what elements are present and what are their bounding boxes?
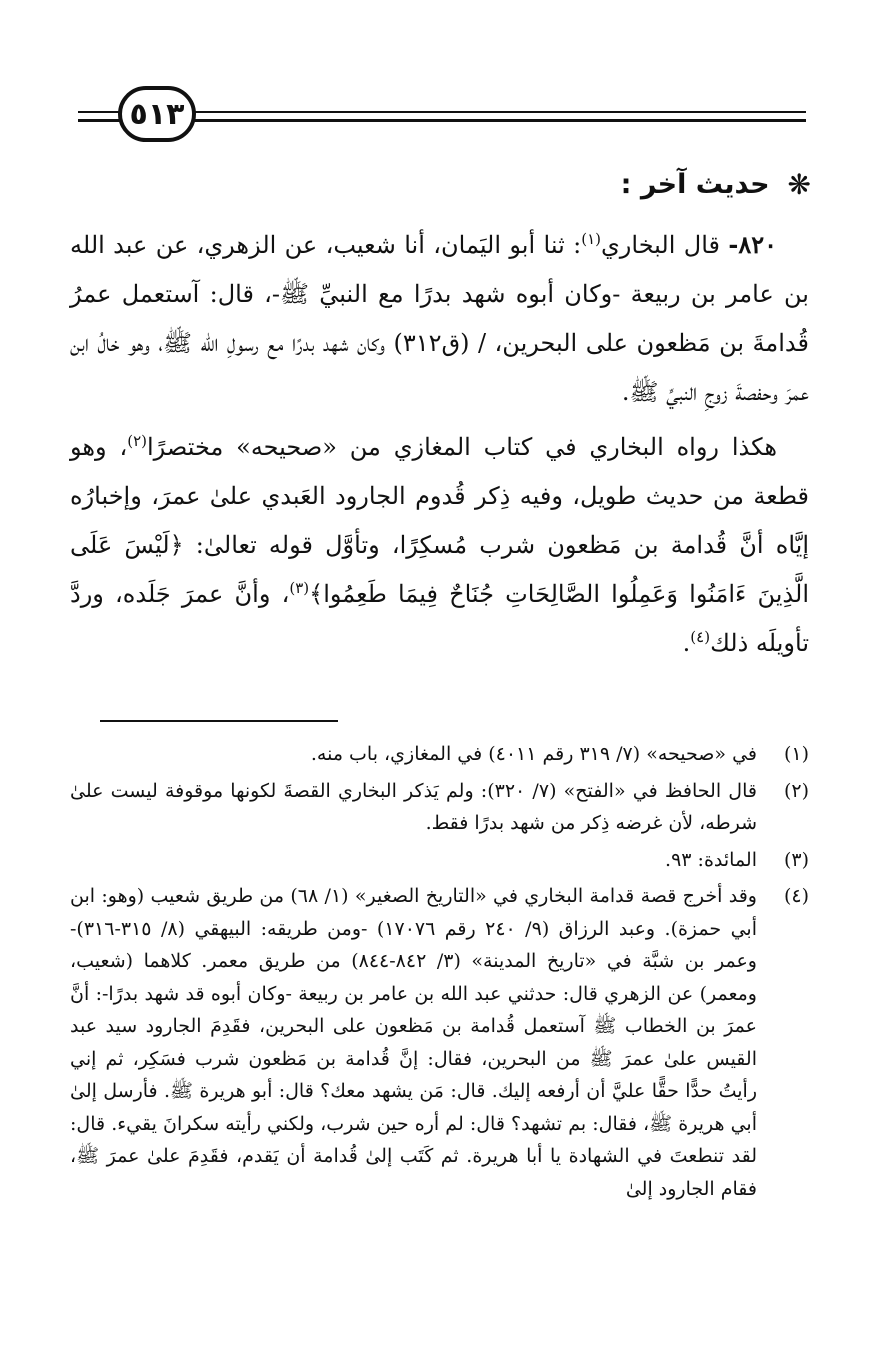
text-run: ، وأنَّ عمرَ جَلَده، وردَّ تأويلَه ذلك — [70, 580, 809, 657]
text-run: . — [682, 629, 691, 657]
footnote-text: وقد أخرج قصة قدامة البخاري في «التاريخ الصغير» (١/ ٦٨) من طريق شعيب (وهو: ابن أبي حمزة). وعبد الرزاق (٩/ ٢٤٠ رقم ١٧٠٧٦) -ومن طريقه: البيهقي (٨/ ٣١٥-٣١٦)- وعمر بن شبَّة في «تاريخ المدينة» (٣/ ٨٤٢-٨٤٤) من طريق معمر. كلاهما (شعيب، ومعمر) عن الزهري قال: حدثني عبد الله بن عامر بن ربيعة -وكان أبوه قد شهد بدرًا-: أنَّ عمرَ بن الخطاب ﷺ آستعمل قُدامة بن مَظعون على البحرين، فقَدِمَ الجارود سيد عبد القيس علىٰ عمرَ ﷺ من البحرين، فقال: إنَّ قُدامة بن مَظعون شرب فسَكِر، ثم إني رأيتُ حدًّا حقًّا عليَّ أن أرفعه إليك. قال: مَن يشهد معك؟ قال: أبو هريرة ﷺ. فأرسل إلىٰ أبي هريرة ﷺ، فقال: بم تشهد؟ قال: لم أره حين شرب، ولكني رأيته سكرانَ يقيء. قال: لقد تنطعتَ في الشهادة يا أبا هريرة. ثم كَتَب إلىٰ قُدامة أن يَقدم، فقَدِمَ علىٰ عمرَ ﷺ، فقام الجارود إلىٰ — [70, 885, 757, 1200]
text-run: قال البخاري — [601, 231, 729, 259]
section-title: حديث آخر : — [620, 169, 770, 200]
footnote-ref: (٢) — [127, 432, 147, 450]
footnote-item — [70, 844, 809, 877]
page-number: ٥١٣ — [118, 86, 196, 142]
main-text — [70, 220, 809, 674]
header-rule — [186, 111, 806, 113]
footnote-divider — [100, 720, 338, 722]
header-rule — [186, 119, 806, 122]
footnote-item — [70, 880, 809, 1205]
footnote-item — [70, 775, 809, 840]
footnote-ref: (٣) — [289, 579, 310, 597]
footnote-text: في «صحيحه» (٧/ ٣١٩ رقم ٤٠١١) في المغازي، باب منه. — [310, 743, 757, 765]
footnotes — [70, 738, 809, 1209]
footnote-number: (٢) — [783, 779, 809, 802]
footnote-number: (١) — [783, 743, 809, 765]
text-run: : ثنا أبو اليَمان، أنا شعيب، عن الزهري، عن عبد الله بن عامر بن ربيعة -وكان أبوه شهد بدرًا مع النبيِّ ﷺ-، قال: آستعمل عمرُ قُدامةَ بن مَظعون على البحرين، / (ق٣١٢) وكان شهد بدرًا مع رسولِ الله ﷺ، وهو خالُ ابن عمرَ وحفصةَ زوجِ النبيِّ ﷺ. — [70, 231, 809, 406]
footnote-item — [70, 738, 809, 771]
star-icon: ❋ — [787, 168, 811, 201]
hadith-paragraph — [70, 220, 809, 417]
text-run: ، وهو قطعة من حديث طويل، وفيه ذِكر قُدوم الجارود العَبدي علىٰ عمرَ، وإخبارُه إيَّاه أنَّ قُدامة بن مَظعون شرب مُسكِرًا، وتأوَّل قوله تعالىٰ: ﴿لَيْسَ عَلَى الَّذِينَ ءَامَنُوا وَعَمِلُوا الصَّالِحَاتِ جُنَاحٌ فِيمَا طَعِمُوا﴾ — [70, 433, 809, 608]
footnote-number: (٣) — [783, 848, 809, 871]
footnote-text: قال الحافظ في «الفتح» (٧/ ٣٢٠): ولم يَذكر البخاري القصةَ لكونها موقوفة ليست علىٰ شرطه، لأن غرضه ذِكر من شهد بدرًا فقط. — [70, 779, 757, 834]
page-header — [78, 84, 806, 148]
text-run: هكذا رواه البخاري في كتاب المغازي من «صحيحه» مختصرًا — [147, 433, 777, 461]
footnote-text: المائدة: ٩٣. — [665, 848, 757, 871]
footnote-ref: (١) — [581, 230, 601, 248]
commentary-paragraph — [70, 423, 809, 668]
footnote-number: (٤) — [783, 885, 809, 907]
footnote-ref: (٤) — [690, 628, 711, 646]
hadith-number: ٨٢٠- — [728, 230, 777, 259]
header-rule — [78, 119, 124, 122]
section-heading — [621, 168, 811, 201]
